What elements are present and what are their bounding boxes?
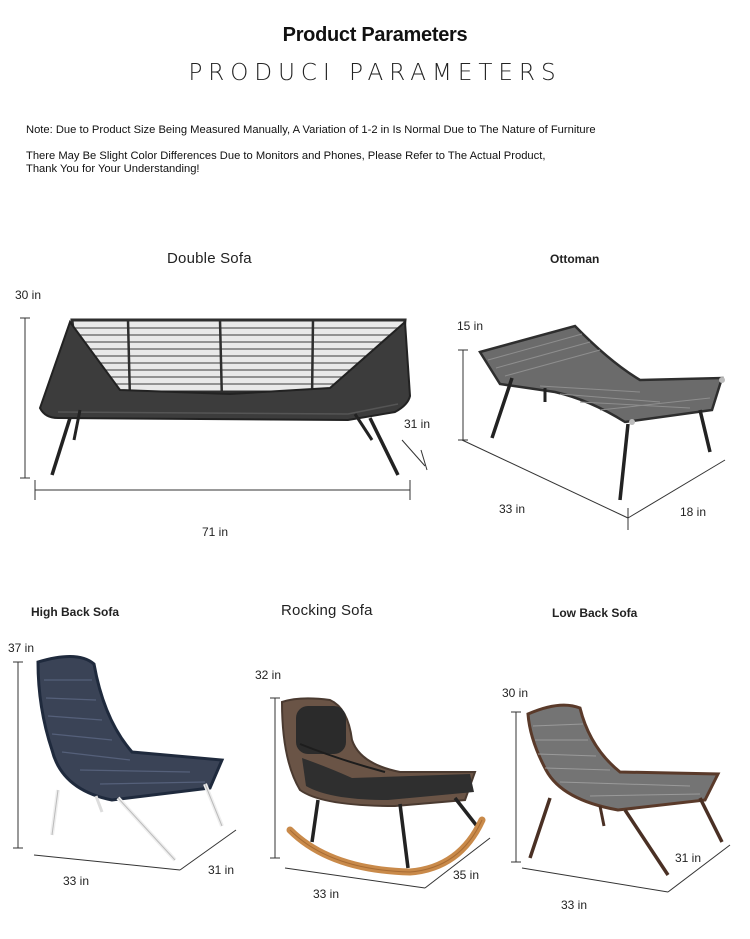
ottoman-image (458, 326, 725, 530)
measurement-note: Note: Due to Product Size Being Measured Manually, A Variation of 1-2 in Is Normal Due to The Nature of Furniture (26, 124, 596, 136)
double-sofa-height: 30 in (15, 288, 42, 302)
double-sofa-depth: 31 in (404, 417, 431, 431)
page-subtitle: PRODUCI PARAMETERS (188, 60, 562, 86)
high-back-sofa-image (13, 656, 236, 870)
low-back-sofa-width: 33 in (561, 898, 588, 912)
high-back-sofa-depth: 31 in (208, 863, 235, 877)
double-sofa-title: Double Sofa (167, 250, 252, 267)
double-sofa-width: 71 in (202, 525, 229, 539)
rocking-sofa-depth: 35 in (453, 868, 480, 882)
double-sofa-image (20, 318, 427, 500)
ottoman-title: Ottoman (550, 252, 600, 266)
high-back-sofa-title: High Back Sofa (31, 605, 120, 619)
page-title: Product Parameters (282, 24, 468, 46)
high-back-sofa-height: 37 in (8, 641, 35, 655)
rocking-sofa-width: 33 in (313, 887, 340, 901)
ottoman-height: 15 in (457, 319, 484, 333)
rocking-sofa-title: Rocking Sofa (281, 602, 373, 619)
rocking-sofa-image (270, 698, 490, 888)
low-back-sofa-height: 30 in (502, 686, 529, 700)
low-back-sofa-title: Low Back Sofa (552, 606, 638, 620)
color-note: There May Be Slight Color Differences Due to Monitors and Phones, Please Refer to The Actual Product, Thank You for Your Understanding! (26, 150, 546, 175)
high-back-sofa-width: 33 in (63, 874, 90, 888)
ottoman-depth: 18 in (680, 505, 707, 519)
rocking-sofa-height: 32 in (255, 668, 282, 682)
ottoman-width: 33 in (499, 502, 526, 516)
low-back-sofa-depth: 31 in (675, 851, 702, 865)
